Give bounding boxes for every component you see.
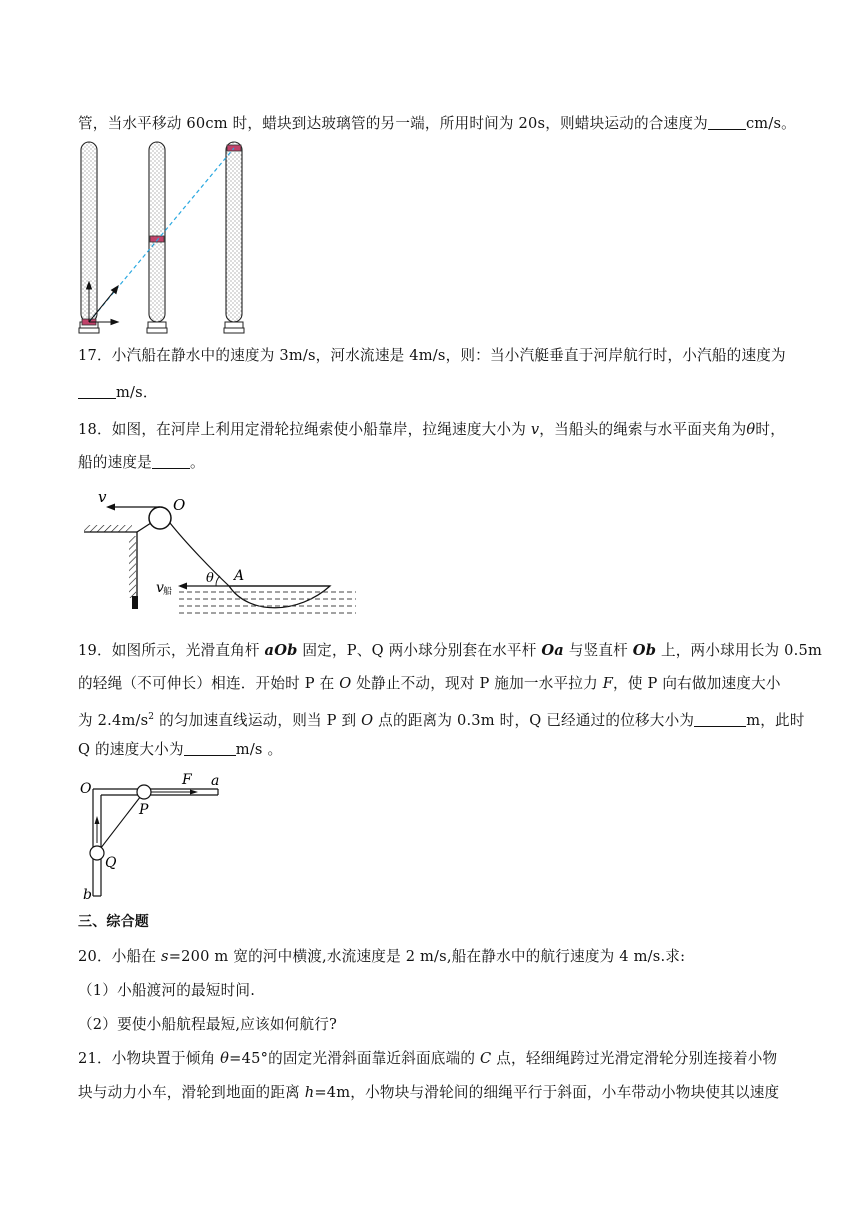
answer-blank[interactable] [708,115,746,130]
answer-blank[interactable] [152,454,190,469]
rope-PQ [97,792,144,853]
section-title: 三、综合题 [78,914,149,930]
q17-line-1: 17．小汽船在静水中的速度为 3m/s，河水流速是 4m/s，则：当小汽艇垂直于河岸航行时，小汽船的速度为 [78,347,786,364]
boat [229,586,330,608]
ball-P [137,785,151,799]
label-O: O [80,781,92,797]
label-v: v [98,488,107,506]
q20-part-1: （1）小船渡河的最短时间. [78,982,256,999]
label-boat-subscript: 船 [163,587,173,597]
label-a: a [211,773,220,789]
label-A: A [234,568,245,584]
q19-line-2: 的轻绳（不可伸长）相连．开始时 P 在 O 处静止不动，现对 P 施加一水平拉力 F，使 P 向右做加速度大小 [78,675,781,692]
label-O: O [173,496,186,514]
q17-line-2: m/s． [78,383,158,403]
label-F: F [182,772,192,788]
q21-line-2: 块与动力小车，滑轮到地面的距离 h=4m，小物块与滑轮间的细绳平行于斜面，小车带动小物块使其以速度 [78,1084,780,1101]
label-v-boat: v [156,580,164,596]
answer-blank[interactable] [694,712,746,727]
label-b: b [83,887,92,903]
ground-hatch [84,525,132,532]
q18-line-2: 船的速度是 。 [78,454,205,471]
label-P: P [139,802,149,818]
label-theta: θ [206,571,214,586]
q16-text: 管，当水平移动 60cm 时，蜡块到达玻璃管的另一端，所用时间为 20s，则蜡块运动的合速度为 cm/s。 [78,115,796,132]
ball-Q [90,846,104,860]
glass-tube-3 [224,142,244,333]
pulley-boat-figure [84,488,364,618]
answer-blank[interactable] [184,741,236,756]
q20-line-1: 20．小船在 s=200 m 宽的河中横渡,水流速度是 2 m/s,船在静水中的航行速度为 4 m/s.求: [78,948,686,965]
label-Q: Q [105,855,117,871]
rope [170,523,229,586]
right-angle-rod-figure [78,768,238,902]
q20-part-2: （2）要使小船航程最短,应该如何航行? [78,1016,338,1033]
q19-line-1: 19．如图所示，光滑直角杆 aOb 固定，P、Q 两小球分别套在水平杆 Oa 与竖直杆 Ob 上，两小球用长为 0.5m [78,642,823,659]
wall-hatch [129,536,136,598]
q19-line-4: Q 的速度大小为 m/s 。 [78,741,283,758]
glass-tube-figure [78,140,258,340]
pulley [149,507,171,529]
q19-line-3: 为 $2.4m/s^2$ 的匀加速直线运动，则当 P 到 O 点的距离为 0.3m 时，Q 已经通过的位移大小为 m，此时 [78,711,805,729]
glass-tube-2 [147,142,167,333]
q18-line-1: 18．如图，在河岸上利用定滑轮拉绳索使小船靠岸，拉绳速度大小为 v，当船头的绳索与水平面夹角为θ时， [78,421,786,438]
answer-blank[interactable] [78,384,116,399]
q21-line-1: 21．小物块置于倾角 θ=45°的固定光滑斜面靠近斜面底端的 C 点，轻细绳跨过光滑定滑轮分别连接着小物 [78,1050,778,1067]
